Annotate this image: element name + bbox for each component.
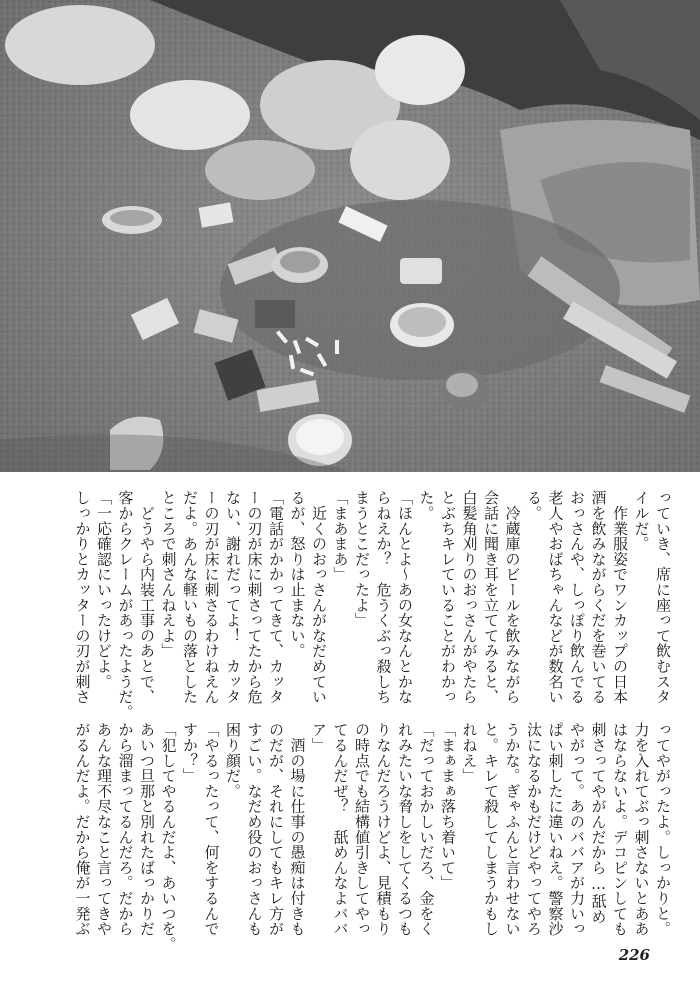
text-column: 作業服姿でワンカップの日本 — [611, 490, 629, 705]
text-tier-upper — [73, 490, 672, 720]
text-column: 「まあまあ」 — [331, 490, 350, 582]
text-column: すごい。なだめ役のおっさんも — [245, 722, 264, 937]
text-column: 「ほんとよ〜あの女なんとかな — [396, 490, 414, 705]
text-column: ない、謝れだってよ！ カッタ — [224, 490, 242, 705]
text-column: あんな理不尽なこと言ってきや — [95, 722, 113, 937]
text-column: すか？」 — [181, 722, 199, 784]
text-column: 会話に聞き耳を立ててみると、 — [482, 490, 500, 705]
text-column: ところで刺さんねえよ」 — [159, 490, 178, 659]
text-column: だよ。あんな軽いもの落とした — [181, 490, 199, 705]
text-column: ーの刃が床に刺さってたから危 — [245, 490, 264, 705]
vertical-text-block — [0, 490, 700, 960]
text-column: 「まぁまぁ落ち着いて」 — [439, 722, 457, 891]
text-column: 客からクレームがあったようだ。 — [116, 490, 135, 720]
text-column: るが、怒りは止まない。 — [288, 490, 307, 659]
text-column: りなんだろうけどよ、見積もり — [374, 722, 393, 937]
text-column: っていき、席に座って飲むスタ — [654, 490, 672, 705]
text-column: 「だっておかしいだろ、金をく — [417, 722, 436, 937]
text-column: 「やるったって、何をするんで — [202, 722, 221, 937]
text-column: 白髪角刈りのおっさんがやたら — [460, 490, 479, 705]
text-column: とぶちキレていることがわかっ — [439, 490, 457, 705]
page-number: 226 — [618, 946, 650, 964]
text-column: うかな。ぎゃふんと言わせない — [503, 722, 522, 937]
text-column: まうとこだったよ」 — [353, 490, 371, 628]
text-column: のだが、それにしてもキレ方が — [267, 722, 285, 937]
text-column: る。 — [525, 490, 543, 521]
text-column: 近くのおっさんがなだめてい — [310, 490, 328, 705]
text-column: ーの刃が床に刺さるわけねえん — [202, 490, 221, 705]
text-column: ぱい刺したに違いねえ。警察沙 — [546, 722, 565, 937]
text-tier-lower — [73, 722, 672, 952]
text-column: はならないよ。デコピンしても — [611, 722, 629, 937]
text-column: やがって。あのババアが力いっ — [568, 722, 586, 937]
text-column: 「犯してやるんだよ、あいつを。 — [159, 722, 178, 952]
trash-pile-photo-icon — [0, 0, 700, 472]
text-column: れねえ」 — [460, 722, 479, 784]
text-column: 「電話がかかってきて、カッタ — [267, 490, 285, 705]
text-column: あいつ旦那と別れたばっかりだ — [138, 722, 156, 937]
text-column: ってやがったよ。しっかりと。 — [654, 722, 672, 937]
text-column: 冷蔵庫のビールを飲みながら — [503, 490, 522, 705]
text-column: 酒を飲みながらくだを巻いてる — [589, 490, 608, 705]
text-column: らねえか？ 危うくぶっ殺しち — [374, 490, 393, 705]
text-column: しっかりとカッターの刃が刺さ — [73, 490, 92, 705]
text-column: どうやら内装工事のあとで、 — [138, 490, 156, 705]
trash-pile-photo — [0, 0, 700, 472]
text-column: イルだ。 — [632, 490, 651, 552]
text-column: と。キレて殺してしまうかもし — [482, 722, 500, 937]
text-column: 汰になるかもだけどやってやろ — [525, 722, 543, 937]
text-column: おっさんや、しっぽり飲んでる — [568, 490, 586, 705]
text-column: 力を入れてぶっ刺さないとああ — [632, 722, 651, 937]
text-column: から溜まってるんだろ。だから — [116, 722, 135, 937]
text-column: 酒の場に仕事の愚痴は付きも — [288, 722, 307, 937]
text-column: 刺さってやがんだから…舐め — [589, 722, 608, 924]
text-column: てるんだぜ？ 舐めんなよババ — [331, 722, 350, 937]
text-column: がるんだよ。だから俺が一発ぶ — [73, 722, 92, 937]
text-column: の時点でも結構値引きしてやっ — [353, 722, 371, 937]
text-column: ア」 — [310, 722, 328, 753]
text-column: 「一応確認にいったけどよ。 — [95, 490, 113, 689]
text-column: 老人やおばちゃんなどが数名い — [546, 490, 565, 705]
text-column: た。 — [417, 490, 436, 521]
text-column: れみたいな脅しをしてくるつも — [396, 722, 414, 937]
text-column: 困り顔だ。 — [224, 722, 242, 799]
